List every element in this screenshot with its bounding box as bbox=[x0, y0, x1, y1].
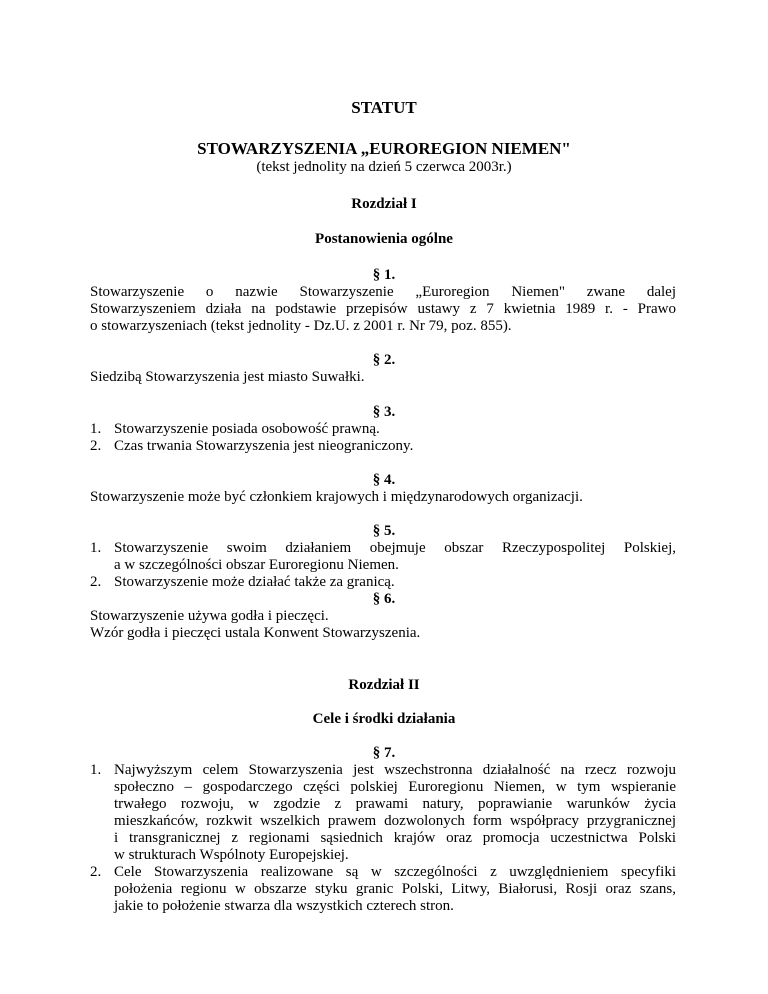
document-title: STATUT bbox=[351, 98, 417, 117]
list-number: 2. bbox=[90, 574, 102, 590]
chapter-2-heading: Rozdział II bbox=[348, 677, 420, 693]
section-7-item-2-line-3: jakie to położenie stwarza dla wszystkich czterech stron. bbox=[114, 898, 454, 914]
list-number: 2. bbox=[90, 438, 102, 454]
section-3-item-2-text: Czas trwania Stowarzyszenia jest nieograniczony. bbox=[114, 438, 414, 454]
section-7-item-1-line-3: trwałego rozwoju, w zgodzie z prawami natury, poprawianie warunków życia bbox=[114, 796, 676, 812]
section-6-mark: § 6. bbox=[372, 591, 396, 607]
section-1-line-1: Stowarzyszenie o nazwie Stowarzyszenie „Euroregion Niemen" zwane dalej bbox=[90, 284, 676, 300]
document-subtitle: STOWARZYSZENIA „EUROREGION NIEMEN" bbox=[197, 139, 571, 158]
section-5-item-1-line-2: a w szczególności obszar Euroregionu Niemen. bbox=[114, 557, 399, 573]
section-4-text: Stowarzyszenie może być członkiem krajowych i międzynarodowych organizacji. bbox=[90, 489, 583, 505]
section-7-item-2-line-2: położenia regionu w obszarze styku granic Polski, Litwy, Białorusi, Rosji oraz szans, bbox=[114, 881, 676, 897]
chapter-1-name: Postanowienia ogólne bbox=[315, 231, 453, 247]
section-2-mark: § 2. bbox=[372, 352, 396, 368]
section-6-line-2: Wzór godła i pieczęci ustala Konwent Stowarzyszenia. bbox=[90, 625, 421, 641]
section-7-item-1-line-6: w strukturach Wspólnoty Europejskiej. bbox=[114, 847, 349, 863]
section-5-mark: § 5. bbox=[372, 523, 396, 539]
section-7-item-1-line-1: Najwyższym celem Stowarzyszenia jest wszechstronna działalność na rzecz rozwoju bbox=[114, 762, 676, 778]
section-7-item-2-line-1: Cele Stowarzyszenia realizowane są w szczególności z uwzględnieniem specyfiki bbox=[114, 864, 676, 880]
section-4-mark: § 4. bbox=[372, 472, 396, 488]
chapter-2-name: Cele i środki działania bbox=[312, 711, 456, 727]
section-1-line-2: Stowarzyszeniem działa na podstawie przepisów ustawy z 7 kwietnia 1989 r. - Prawo bbox=[90, 301, 676, 317]
section-3-item-1-text: Stowarzyszenie posiada osobowość prawną. bbox=[114, 421, 380, 437]
section-7-item-1-line-5: i transgranicznej z regionami sąsiednich krajów oraz promocja uczestnictwa Polski bbox=[114, 830, 676, 846]
list-number: 2. bbox=[90, 864, 102, 880]
section-1-mark: § 1. bbox=[372, 267, 396, 283]
section-2-text: Siedzibą Stowarzyszenia jest miasto Suwałki. bbox=[90, 369, 365, 385]
section-5-item-2-text: Stowarzyszenie może działać także za granicą. bbox=[114, 574, 395, 590]
section-3-mark: § 3. bbox=[372, 404, 396, 420]
section-7-item-1-line-4: mieszkańców, rozkwit wszelkich prawem dozwolonych form współpracy przygranicznej bbox=[114, 813, 676, 829]
chapter-1-heading: Rozdział I bbox=[351, 196, 417, 212]
list-number: 1. bbox=[90, 421, 102, 437]
document-note: (tekst jednolity na dzień 5 czerwca 2003r.) bbox=[256, 159, 512, 175]
section-1-line-3: o stowarzyszeniach (tekst jednolity - Dz.U. z 2001 r. Nr 79, poz. 855). bbox=[90, 318, 512, 334]
list-number: 1. bbox=[90, 762, 102, 778]
section-7-item-1-line-2: społeczno – gospodarczego części polskiej Euroregionu Niemen, w tym wspieranie bbox=[114, 779, 676, 795]
section-6-line-1: Stowarzyszenie używa godła i pieczęci. bbox=[90, 608, 329, 624]
list-number: 1. bbox=[90, 540, 102, 556]
section-5-item-1-line-1: Stowarzyszenie swoim działaniem obejmuje obszar Rzeczypospolitej Polskiej, bbox=[114, 540, 676, 556]
section-7-mark: § 7. bbox=[372, 745, 396, 761]
